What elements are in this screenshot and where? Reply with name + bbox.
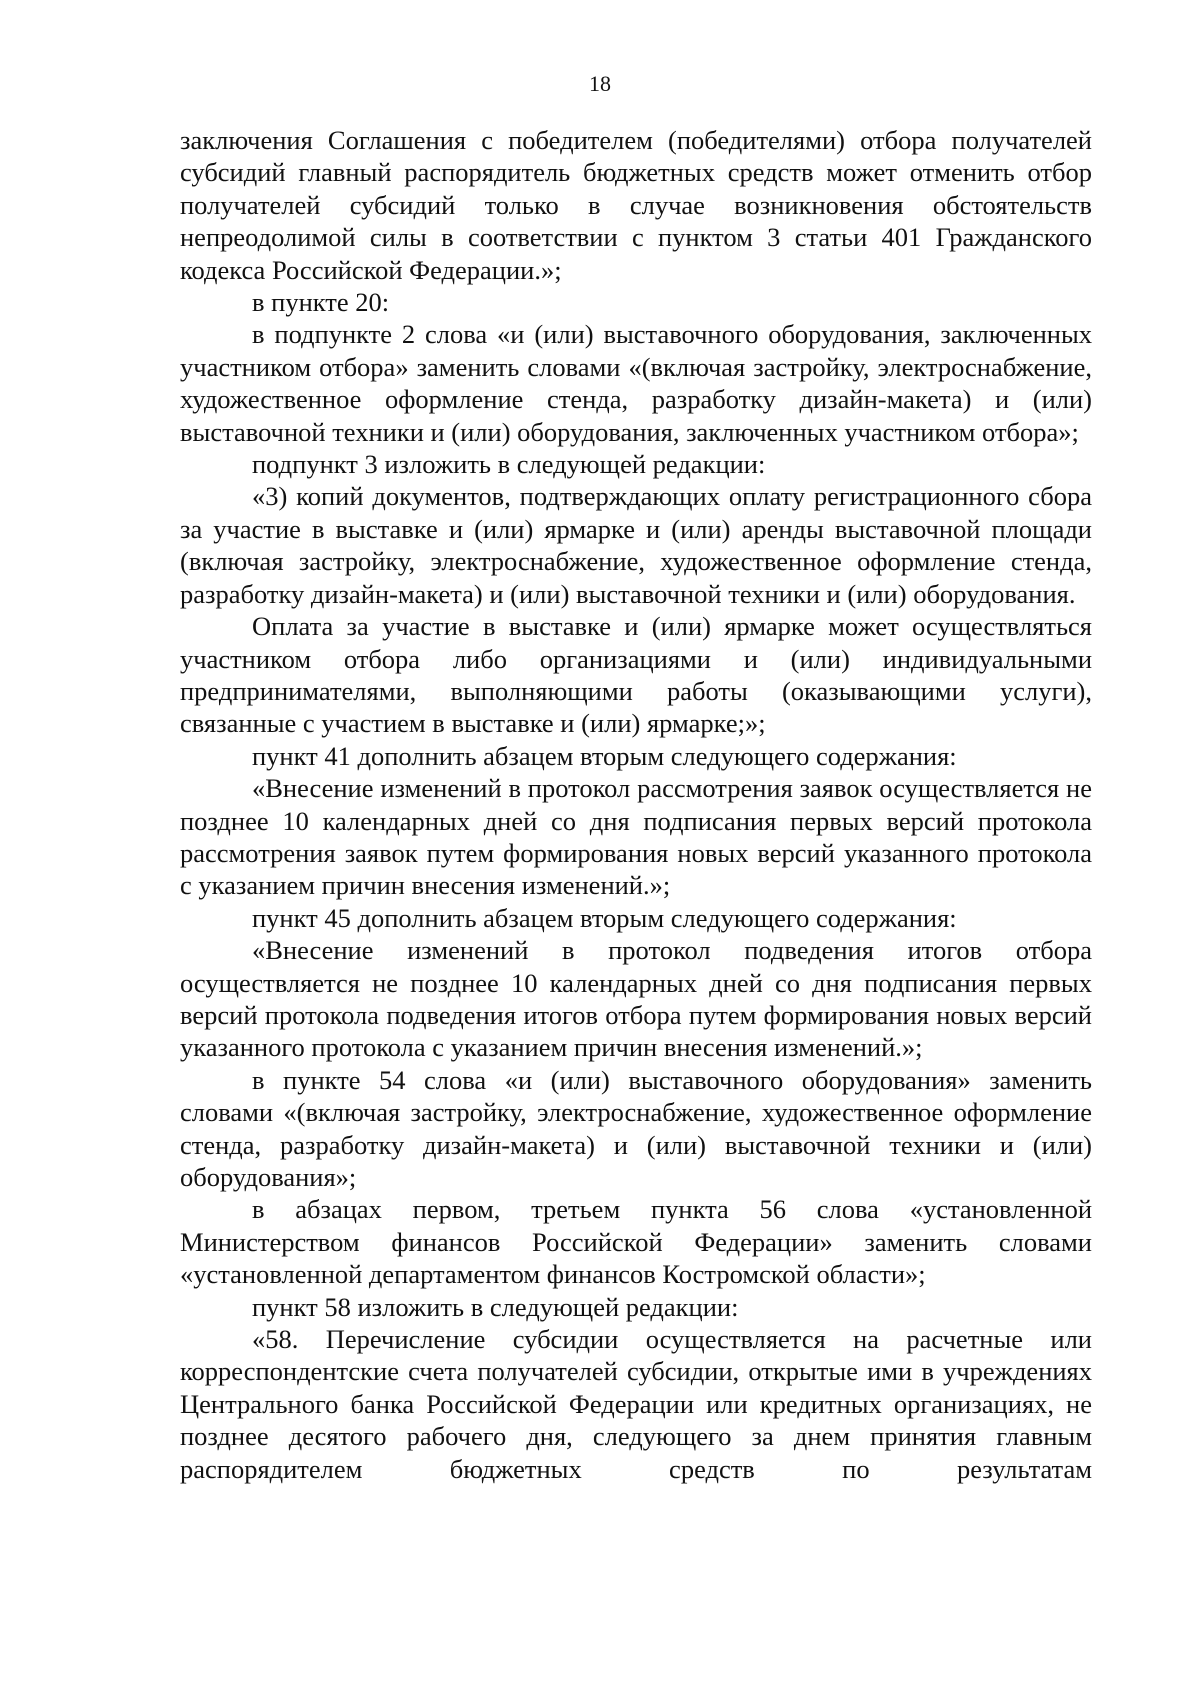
paragraph: подпункт 3 изложить в следующей редакции: xyxy=(252,449,766,480)
page-number: 18 xyxy=(589,71,611,96)
paragraph: Оплата за участие в выставке и (или) ярмарке может осуществляться участником отбора либо организациями и (или) индивидуальными предпринимателями, выполняющими работы (оказывающими услуги), связанные с участием в выставке и (или) ярмарке;»; xyxy=(180,611,1092,739)
paragraph: «3) копий документов, подтверждающих оплату регистрационного сбора за участие в выставке и (или) ярмарке и (или) аренды выставочной площади (включая застройку, электроснабжение, художественное оформление стенда, разработку дизайн-макета) и (или) выставочной техники и (или) оборудования. xyxy=(180,481,1092,609)
paragraph: «58. Перечисление субсидии осуществляется на расчетные или корреспондентские счета получателей субсидии, открытые ими в учреждениях Центрального банка Российской Федерации или кредитных организациях, не позднее десятого рабочего дня, следующего за днем принятия главным распорядителем бюджетных средств по результатам xyxy=(180,1324,1092,1484)
paragraph: пункт 45 дополнить абзацем вторым следующего содержания: xyxy=(252,902,957,933)
paragraph: пункт 58 изложить в следующей редакции: xyxy=(252,1291,739,1322)
paragraph: «Внесение изменений в протокол рассмотрения заявок осуществляется не позднее 10 календарных дней со дня подписания первых версий протокола рассмотрения заявок путем формирования новых версий указанного протокола с указанием причин внесения изменений.»; xyxy=(180,773,1092,901)
document-body xyxy=(180,124,1092,1485)
paragraph: в пункте 54 слова «и (или) выставочного оборудования» заменить словами «(включая застройку, электроснабжение, художественное оформление стенда, разработку дизайн-макета) и (или) выставочной техники и (или) оборудования»; xyxy=(180,1064,1092,1192)
paragraph: в подпункте 2 слова «и (или) выставочного оборудования, заключенных участником отбора» заменить словами «(включая застройку, электроснабжение, художественное оформление стенда, разработку дизайн-макета) и (или) выставочной техники и (или) оборудования, заключенных участником отбора»; xyxy=(180,319,1092,447)
paragraph: «Внесение изменений в протокол подведения итогов отбора осуществляется не позднее 10 календарных дней со дня подписания первых версий протокола подведения итогов отбора путем формирования новых версий указанного протокола с указанием причин внесения изменений.»; xyxy=(180,935,1092,1063)
paragraph: пункт 41 дополнить абзацем вторым следующего содержания: xyxy=(252,740,957,771)
paragraph: заключения Соглашения с победителем (победителями) отбора получателей субсидий главный распорядитель бюджетных средств может отменить отбор получателей субсидий только в случае возникновения обстоятельств непреодолимой силы в соответствии с пунктом 3 статьи 401 Гражданского кодекса Российской Федерации.»; xyxy=(180,125,1092,285)
paragraph: в абзацах первом, третьем пункта 56 слова «установленной Министерством финансов Российской Федерации» заменить словами «установленной департаментом финансов Костромской области»; xyxy=(180,1194,1092,1290)
paragraph: в пункте 20: xyxy=(252,287,390,318)
